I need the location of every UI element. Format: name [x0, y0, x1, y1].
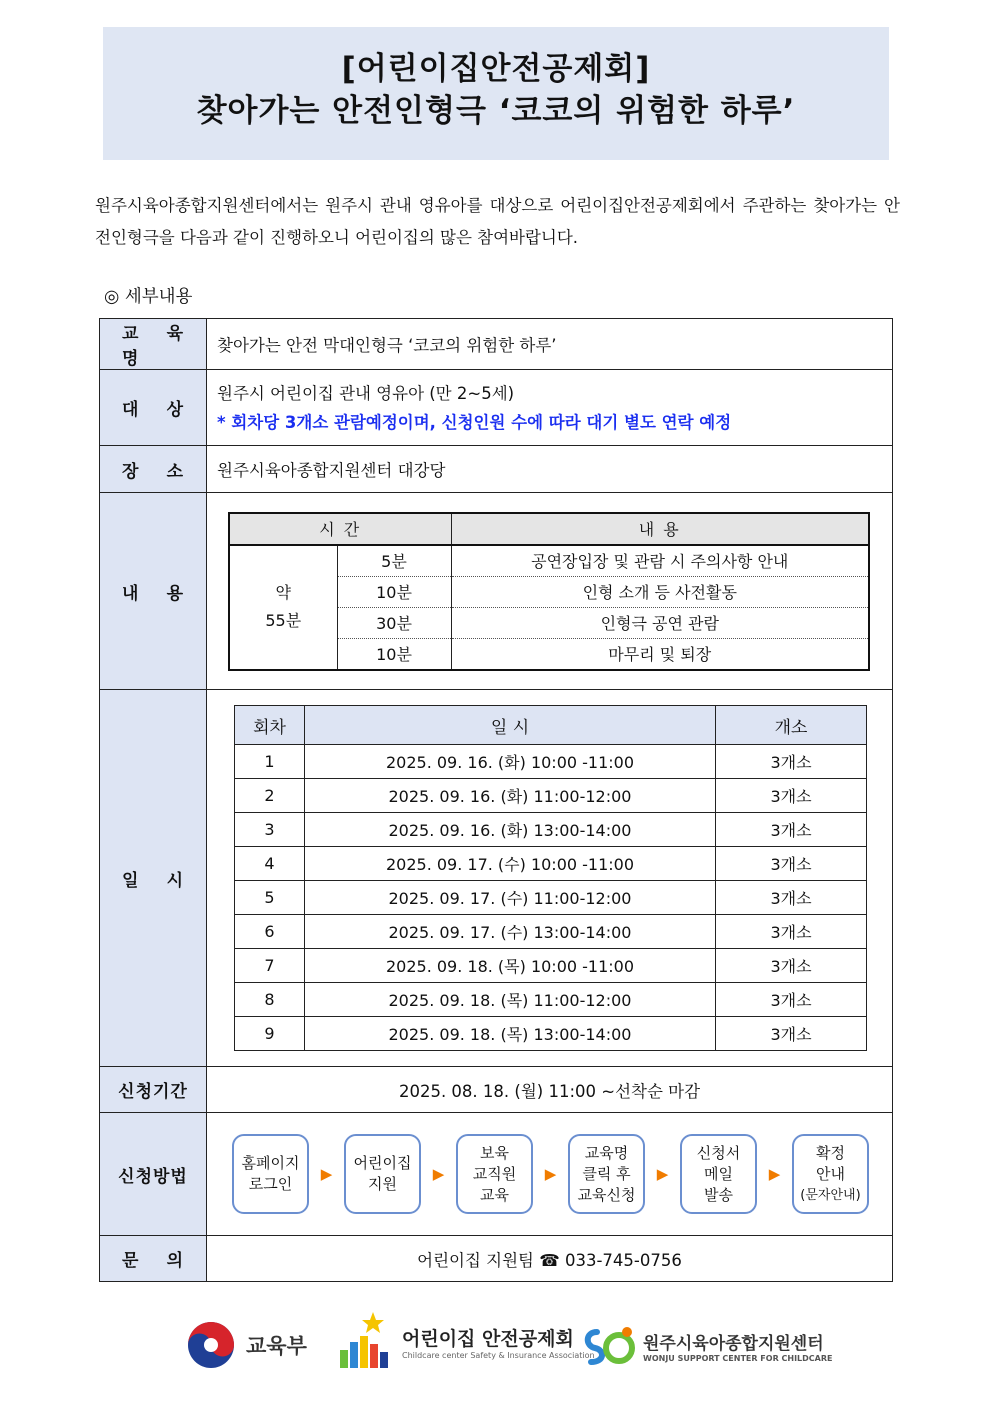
step-send-form: 신청서 메일 발송	[680, 1134, 757, 1214]
footer-logos	[0, 1310, 992, 1380]
program-time: 10분	[337, 576, 451, 607]
intro-paragraph: 원주시육아종합지원센터에서는 원주시 관내 영유아를 대상으로 어린이집안전공제회에서 주관하는 찾아가는 안전인형극을 다음과 같이 진행하오니 어린이집의 많은 참여바랍니다.	[95, 196, 900, 247]
title-banner	[103, 27, 889, 160]
schedule-header-count: 개소	[716, 706, 867, 745]
place-value: 원주시육아종합지원센터 대강당	[207, 446, 893, 493]
arrow-icon: ▶	[432, 1165, 445, 1183]
method-cell	[207, 1113, 893, 1236]
target-note: * 회차당 3개소 관람예정이며, 신청인원 수에 따라 대기 별도 연락 예정	[217, 412, 732, 432]
title-line-1: [어린이집안전공제회]	[341, 51, 651, 87]
taegeuk-icon	[186, 1320, 236, 1370]
schedule-row: 8 2025. 09. 18. (목) 11:00-12:00 3개소	[235, 983, 867, 1017]
details-table	[99, 318, 893, 1282]
label-period: 신청기간	[100, 1067, 207, 1113]
step-apply-education: 교육명 클릭 후 교육신청	[568, 1134, 645, 1214]
moe-logo	[186, 1320, 307, 1370]
ccsia-name: 어린이집 안전공제회	[402, 1328, 574, 1350]
label-content: 내 용	[100, 493, 207, 690]
target-cell	[207, 370, 893, 446]
label-method: 신청방법	[100, 1113, 207, 1236]
inquiry-value: 어린이집 지원팀 ☎ 033-745-0756	[207, 1236, 893, 1282]
arrow-icon: ▶	[544, 1165, 557, 1183]
ccsia-logo	[336, 1310, 595, 1374]
application-flow	[207, 1134, 892, 1214]
moe-name: 교육부	[246, 1334, 307, 1358]
period-value: 2025. 08. 18. (월) 11:00 ~선착순 마감	[207, 1067, 893, 1113]
wonju-name: 원주시육아종합지원센터	[643, 1334, 824, 1354]
schedule-cell	[207, 690, 893, 1067]
program-table	[228, 512, 870, 671]
schedule-row: 1 2025. 09. 16. (화) 10:00 -11:00 3개소	[235, 745, 867, 779]
schedule-header-no: 회차	[235, 706, 305, 745]
schedule-row: 2 2025. 09. 16. (화) 11:00-12:00 3개소	[235, 779, 867, 813]
step-daycare-support: 어린이집 지원	[344, 1134, 421, 1214]
schedule-row: 9 2025. 09. 18. (목) 13:00-14:00 3개소	[235, 1017, 867, 1051]
content-cell	[207, 493, 893, 690]
arrow-icon: ▶	[656, 1165, 669, 1183]
step-confirmation: 확정 안내 (문자안내)	[792, 1134, 869, 1214]
program-item: 인형 소개 등 사전활동	[451, 576, 869, 607]
step-homepage-login: 홈페이지 로그인	[232, 1134, 309, 1214]
schedule-table	[234, 705, 867, 1051]
schedule-row: 3 2025. 09. 16. (화) 13:00-14:00 3개소	[235, 813, 867, 847]
wonju-emblem-icon	[579, 1324, 637, 1368]
label-place: 장 소	[100, 446, 207, 493]
schedule-row: 4 2025. 09. 17. (수) 10:00 -11:00 3개소	[235, 847, 867, 881]
ccsia-subtitle: Childcare center Safety & Insurance Association	[402, 1351, 595, 1360]
program-time: 30분	[337, 607, 451, 638]
education-name: 찾아가는 안전 막대인형극 ‘코코의 위험한 하루’	[207, 319, 893, 370]
target-value: 원주시 어린이집 관내 영유아 (만 2~5세)	[217, 383, 515, 403]
label-target: 대 상	[100, 370, 207, 446]
program-header-time: 시 간	[229, 513, 451, 545]
schedule-header-datetime: 일 시	[305, 706, 716, 745]
wonju-logo	[579, 1324, 832, 1368]
program-time: 5분	[337, 545, 451, 577]
arrow-icon: ▶	[768, 1165, 781, 1183]
label-inquiry: 문 의	[100, 1236, 207, 1282]
section-label: ◎ 세부내용	[104, 287, 193, 307]
program-item: 인형극 공연 관람	[451, 607, 869, 638]
schedule-row: 5 2025. 09. 17. (수) 11:00-12:00 3개소	[235, 881, 867, 915]
schedule-row: 7 2025. 09. 18. (목) 10:00 -11:00 3개소	[235, 949, 867, 983]
program-item: 마무리 및 퇴장	[451, 638, 869, 670]
program-header-content: 내 용	[451, 513, 869, 545]
ccsia-emblem-icon	[336, 1310, 398, 1374]
title-line-2: 찾아가는 안전인형극 ‘코코의 위험한 하루’	[196, 93, 796, 129]
label-schedule: 일 시	[100, 690, 207, 1067]
arrow-icon: ▶	[320, 1165, 333, 1183]
schedule-row: 6 2025. 09. 17. (수) 13:00-14:00 3개소	[235, 915, 867, 949]
program-time: 10분	[337, 638, 451, 670]
program-total: 약 55분	[229, 545, 337, 670]
step-staff-education: 보육 교직원 교육	[456, 1134, 533, 1214]
wonju-subtitle: WONJU SUPPORT CENTER FOR CHILDCARE	[643, 1354, 833, 1363]
program-item: 공연장입장 및 관람 시 주의사항 안내	[451, 545, 869, 577]
label-education: 교 육 명	[100, 319, 207, 370]
